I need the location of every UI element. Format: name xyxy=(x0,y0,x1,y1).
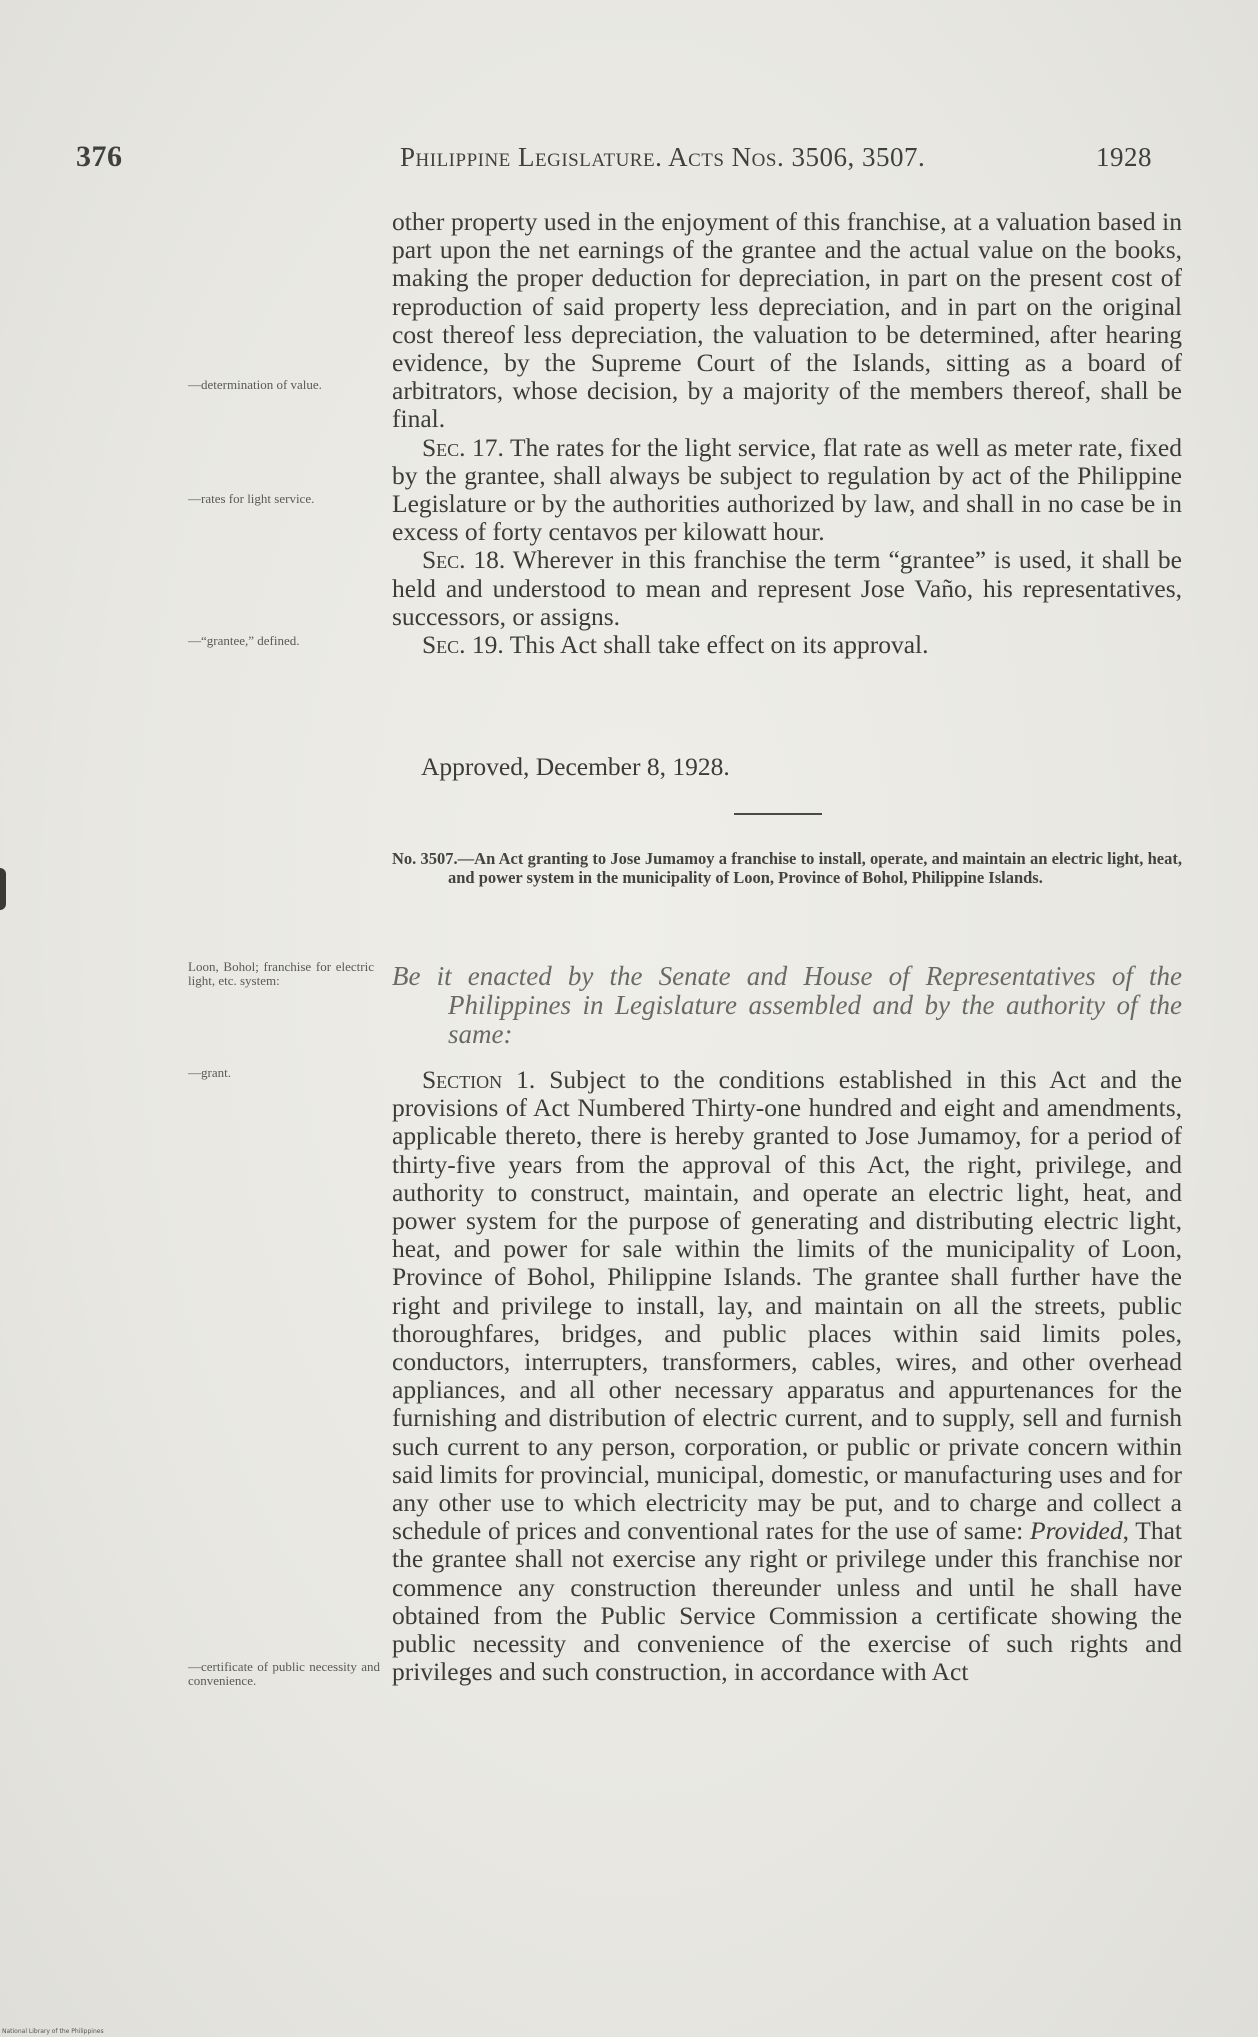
act-3506-text xyxy=(392,208,1182,659)
margin-note-loon: Loon, Bohol; franchise for electric light, etc. system: xyxy=(188,959,374,988)
margin-note-determination: —determination of value. xyxy=(188,377,322,392)
margin-note-grant: —grant. xyxy=(188,1065,231,1080)
section-1-head: Section 1. xyxy=(422,1065,536,1094)
page-number: 376 xyxy=(76,140,123,173)
section-19 xyxy=(392,631,1182,659)
section-17 xyxy=(392,434,1182,547)
header-year: 1928 xyxy=(1096,142,1152,172)
section-1 xyxy=(392,1066,1182,1686)
section-1-tail: , That the grantee shall not exercise any right or privilege under this franchise nor commence any construction thereunder unless and until he shall have obtained from the Public Service Commission a certificate showing the public necessity and convenience of the exercise of such rights and privileges and such construction, in accordance with Act xyxy=(392,1516,1182,1687)
approval-date: Approved, December 8, 1928. xyxy=(421,752,730,781)
running-title: Philippine Legislature. Acts Nos. 3506, 3507. xyxy=(400,142,926,172)
section-18-head: Sec. 18. xyxy=(422,545,506,575)
margin-note-certificate: —certificate of public necessity and convenience. xyxy=(188,1659,380,1688)
act-3507-title: No. 3507.—An Act granting to Jose Jumamoy a franchise to install, operate, and maintain an electric light, heat, and power system in the municipality of Loon, Province of Bohol, Philippine Islands. xyxy=(392,849,1182,887)
scan-edge-mark xyxy=(0,868,6,910)
section-17-text: The rates for the light service, flat rate as well as meter rate, fixed by the grantee, shall always be subject to regulation by act of the Philippine Legislature or by the authorities authorized by law, and shall in no case be in excess of forty centavos per kilowatt hour. xyxy=(392,432,1182,547)
section-17-head: Sec. 17. xyxy=(422,432,504,462)
enacting-clause: Be it enacted by the Senate and House of Representatives of the Philippines in Legislature assembled and by the authority of the same: xyxy=(392,961,1182,1049)
page-header xyxy=(0,140,1258,180)
section-19-head: Sec. 19. xyxy=(422,630,504,660)
margin-note-grantee: —“grantee,” defined. xyxy=(188,633,300,648)
act-3507-text xyxy=(392,1066,1182,1686)
section-18 xyxy=(392,546,1182,631)
section-divider xyxy=(734,813,822,815)
margin-note-rates: —rates for light service. xyxy=(188,491,315,506)
continuation-paragraph: other property used in the enjoyment of this franchise, at a valuation based in part upon the net earnings of the grantee and the actual value on the books, making the proper deduction for depreciation, in part on the present cost of reproduction of said property less depreciation, and in part on the original cost thereof less depreciation, the valuation to be determined, after hearing evidence, by the Supreme Court of the Islands, sitting as a board of arbitrators, whose decision, by a majority of the members thereof, shall be final. xyxy=(392,207,1182,434)
section-18-text: Wherever in this franchise the term “grantee” is used, it shall be held and understood to mean and represent Jose Vaño, his representatives, successors, or assigns. xyxy=(392,545,1182,631)
section-19-text: This Act shall take effect on its approval. xyxy=(503,630,929,660)
footer-watermark: National Library of the Philippines xyxy=(2,2028,104,2035)
section-1-text: Subject to the conditions established in this Act and the provisions of Act Numbered Thirty-one hundred and eight and amendments, applicable thereto, there is hereby granted to Jose Jumamoy, for a period of thirty-five years from the approval of this Act, the right, privilege, and authority to construct, maintain, and operate an electric light, heat, and power system for the purpose of generating and distributing electric light, heat, and power for sale within the limits of the municipality of Loon, Province of Bohol, Philippine Islands. The grantee shall further have the right and privilege to install, lay, and maintain on all the streets, public thoroughfares, bridges, and public places within said limits poles, conductors, interrupters, transformers, cables, wires, and other overhead appliances, and all other necessary apparatus and appurtenances for the furnishing and distribution of electric current, and to supply, sell and furnish such current to any person, corporation, or public or private concern within said limits for provincial, municipal, domestic, or manufacturing uses and for any other use to which electricity may be put, and to charge and collect a schedule of prices and conventional rates for the use of same: xyxy=(392,1065,1182,1546)
provided-word: Provided xyxy=(1030,1516,1123,1546)
